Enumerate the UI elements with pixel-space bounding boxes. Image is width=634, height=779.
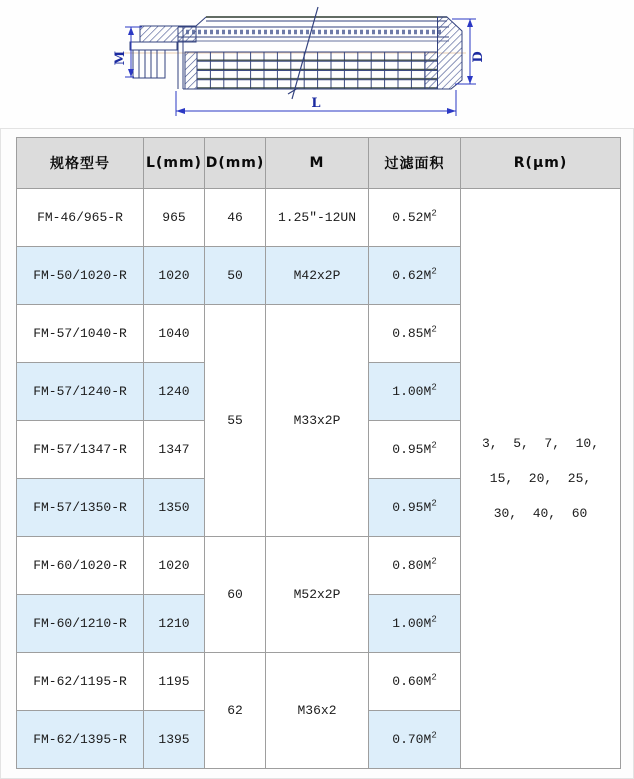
- area-value: 1.00: [392, 384, 424, 399]
- area-cell: [369, 711, 461, 769]
- model-cell: FM-57/1040-R: [17, 305, 144, 363]
- area-value: 1.00: [392, 616, 424, 631]
- area-value: 0.80: [392, 558, 424, 573]
- l-cell: 1020: [144, 247, 205, 305]
- d-cell: 46: [205, 189, 266, 247]
- model-cell: FM-57/1347-R: [17, 421, 144, 479]
- header-area: 过滤面积: [369, 138, 461, 189]
- filter-element-diagram: [0, 0, 634, 128]
- model-cell: FM-62/1195-R: [17, 653, 144, 711]
- m-cell: M36x2: [266, 653, 369, 769]
- area-cell: [369, 595, 461, 653]
- header-r: R(μm): [461, 138, 621, 189]
- thread-nipple: [130, 42, 177, 78]
- r-values-line: 3, 5, 7, 10,: [481, 436, 600, 451]
- area-exponent: 2: [431, 266, 437, 277]
- dim-label-d: D: [471, 51, 486, 63]
- area-exponent: 2: [431, 208, 437, 219]
- area-value: 0.95: [392, 500, 424, 515]
- model-cell: FM-60/1020-R: [17, 537, 144, 595]
- spec-table: [16, 137, 621, 769]
- area-value: 0.85: [392, 326, 424, 341]
- l-cell: 1040: [144, 305, 205, 363]
- header-m: M: [266, 138, 369, 189]
- m-cell: 1.25"-12UN: [266, 189, 369, 247]
- thread-band: [178, 27, 449, 41]
- filter-element-drawing: [0, 0, 634, 128]
- l-cell: 965: [144, 189, 205, 247]
- area-value: 0.70: [392, 732, 424, 747]
- area-cell: [369, 305, 461, 363]
- table-row: [17, 189, 621, 247]
- area-unit: M: [423, 500, 432, 515]
- area-exponent: 2: [431, 498, 437, 509]
- area-value: 0.62: [392, 268, 424, 283]
- area-exponent: 2: [431, 730, 437, 741]
- area-value: 0.60: [392, 674, 424, 689]
- area-cell: [369, 479, 461, 537]
- area-unit: M: [423, 732, 432, 747]
- area-unit: M: [423, 326, 432, 341]
- m-cell: M33x2P: [266, 305, 369, 537]
- model-cell: FM-62/1395-R: [17, 711, 144, 769]
- end-cap: [438, 17, 463, 89]
- l-cell: 1347: [144, 421, 205, 479]
- header-model: 规格型号: [17, 138, 144, 189]
- area-cell: [369, 247, 461, 305]
- r-values-line: 15, 20, 25,: [489, 471, 592, 486]
- m-cell: M42x2P: [266, 247, 369, 305]
- d-cell: 50: [205, 247, 266, 305]
- mesh-screen: [197, 52, 438, 89]
- area-exponent: 2: [431, 324, 437, 335]
- header-row: [17, 138, 621, 189]
- area-exponent: 2: [431, 440, 437, 451]
- area-exponent: 2: [431, 614, 437, 625]
- l-cell: 1395: [144, 711, 205, 769]
- area-unit: M: [423, 616, 432, 631]
- model-cell: FM-57/1350-R: [17, 479, 144, 537]
- area-cell: [369, 421, 461, 479]
- area-exponent: 2: [431, 672, 437, 683]
- area-value: 0.52: [392, 210, 424, 225]
- spec-table-panel: [0, 128, 634, 779]
- area-cell: [369, 537, 461, 595]
- dim-label-l: L: [311, 96, 321, 111]
- l-cell: 1210: [144, 595, 205, 653]
- model-cell: FM-60/1210-R: [17, 595, 144, 653]
- area-unit: M: [423, 442, 432, 457]
- area-value: 0.95: [392, 442, 424, 457]
- area-unit: M: [423, 558, 432, 573]
- filter-body-outline: [120, 7, 466, 99]
- model-cell: FM-50/1020-R: [17, 247, 144, 305]
- model-cell: FM-57/1240-R: [17, 363, 144, 421]
- l-cell: 1240: [144, 363, 205, 421]
- area-unit: M: [423, 210, 432, 225]
- area-unit: M: [423, 674, 432, 689]
- header-l: L(mm): [144, 138, 205, 189]
- r-values-line: 30, 40, 60: [493, 506, 588, 521]
- d-cell: 55: [205, 305, 266, 537]
- header-d: D(mm): [205, 138, 266, 189]
- m-cell: M52x2P: [266, 537, 369, 653]
- r-values-cell: [461, 189, 621, 769]
- area-unit: M: [423, 268, 432, 283]
- area-cell: [369, 363, 461, 421]
- d-cell: 60: [205, 537, 266, 653]
- l-cell: 1020: [144, 537, 205, 595]
- d-cell: 62: [205, 653, 266, 769]
- l-cell: 1195: [144, 653, 205, 711]
- area-exponent: 2: [431, 556, 437, 567]
- model-cell: FM-46/965-R: [17, 189, 144, 247]
- l-cell: 1350: [144, 479, 205, 537]
- area-cell: [369, 189, 461, 247]
- area-exponent: 2: [431, 382, 437, 393]
- area-unit: M: [423, 384, 432, 399]
- area-cell: [369, 653, 461, 711]
- dim-label-m: M: [113, 50, 128, 66]
